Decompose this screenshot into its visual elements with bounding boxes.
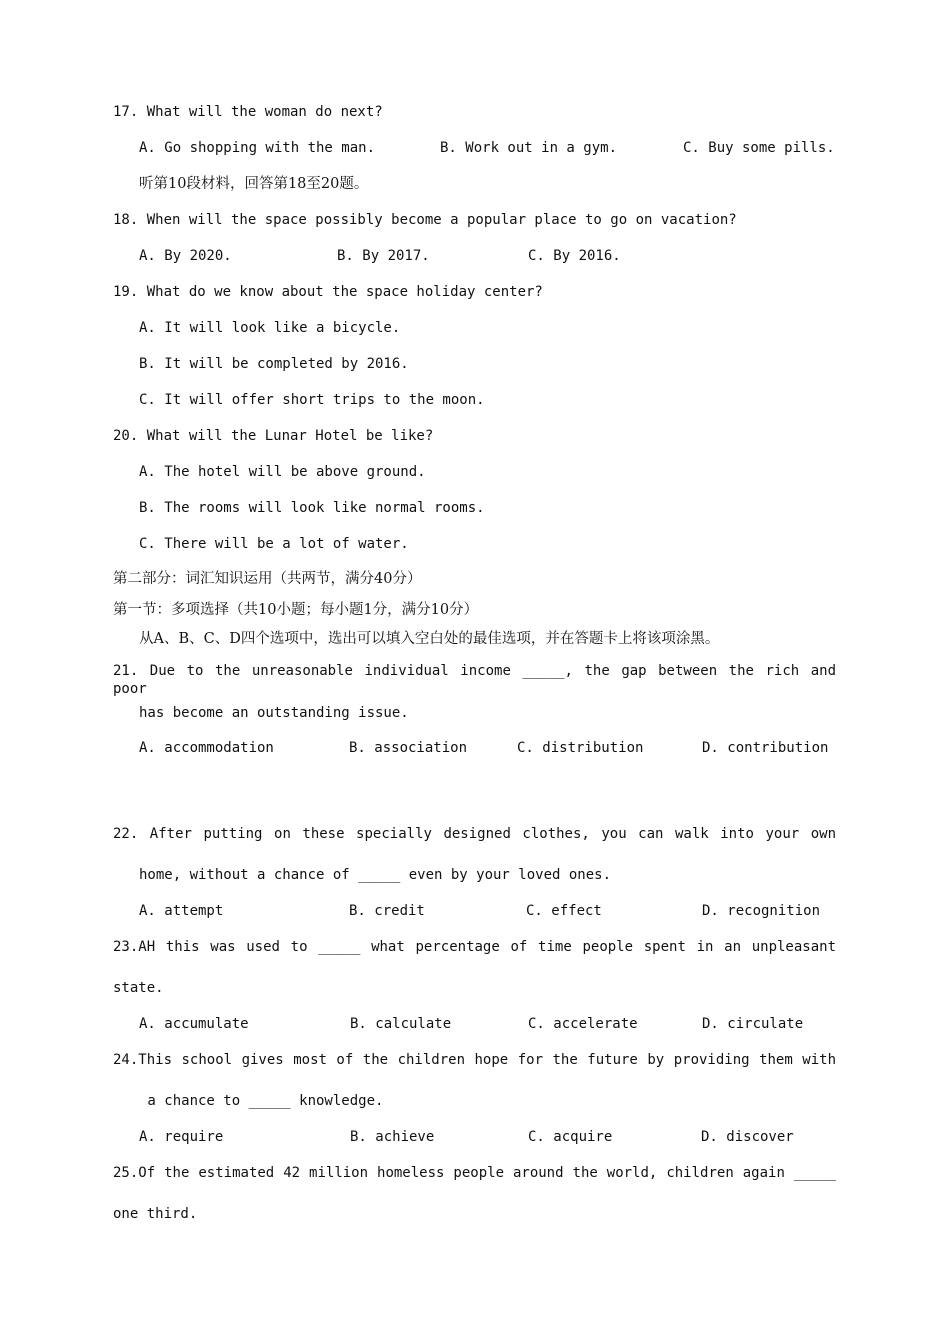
q18-option-c: C. By 2016.	[528, 248, 621, 264]
question-18-stem: 18. When will the space possibly become a popular place to go on vacation?	[113, 212, 737, 228]
question-22-stem-cont: home, without a chance of _____ even by your loved ones.	[139, 867, 612, 883]
q23-option-a: A. accumulate	[139, 1016, 249, 1032]
q22-option-c: C. effect	[526, 903, 602, 919]
q20-option-a: A. The hotel will be above ground.	[139, 464, 426, 480]
question-20-stem: 20. What will the Lunar Hotel be like?	[113, 428, 434, 444]
question-23-stem: 23.AH this was used to _____ what percentage of time people spent in an unpleasant	[113, 939, 836, 955]
q24-option-b: B. achieve	[350, 1129, 435, 1145]
question-24-stem-cont: a chance to _____ knowledge.	[139, 1093, 384, 1109]
q17-option-b: B. Work out in a gym.	[440, 140, 618, 156]
q19-option-a: A. It will look like a bicycle.	[139, 320, 401, 336]
q18-option-b: B. By 2017.	[337, 248, 430, 264]
q22-option-a: A. attempt	[139, 903, 224, 919]
q18-option-a: A. By 2020.	[139, 248, 232, 264]
question-24-stem: 24.This school gives most of the children hope for the future by providing them with	[113, 1052, 836, 1068]
q23-option-d: D. circulate	[702, 1016, 804, 1032]
question-21-stem-cont: has become an outstanding issue.	[139, 705, 409, 721]
q23-option-c: C. accelerate	[528, 1016, 638, 1032]
q24-option-a: A. require	[139, 1129, 224, 1145]
part-2-heading: 第二部分：词汇知识运用（共两节，满分40分）	[113, 571, 422, 587]
section-10-instruction: 听第10段材料，回答第18至20题。	[139, 176, 369, 192]
question-22-stem: 22. After putting on these specially designed clothes, you can walk into your own	[113, 826, 836, 842]
question-21-stem: 21. Due to the unreasonable individual income _____, the gap between the rich and poor	[113, 663, 836, 697]
q17-option-c: C. Buy some pills.	[683, 140, 835, 156]
instructions: 从A、B、C、D四个选项中，选出可以填入空白处的最佳选项，并在答题卡上将该项涂黑。	[139, 631, 720, 647]
q22-option-d: D. recognition	[702, 903, 821, 919]
q23-option-b: B. calculate	[350, 1016, 452, 1032]
q21-option-d: D. contribution	[702, 740, 829, 756]
q21-option-a: A. accommodation	[139, 740, 274, 756]
question-25-stem-cont: one third.	[113, 1206, 198, 1222]
q21-option-b: B. association	[349, 740, 468, 756]
question-19-stem: 19. What do we know about the space holiday center?	[113, 284, 543, 300]
q17-option-a: A. Go shopping with the man.	[139, 140, 376, 156]
q24-option-c: C. acquire	[528, 1129, 613, 1145]
q22-option-b: B. credit	[349, 903, 425, 919]
q20-option-b: B. The rooms will look like normal rooms.	[139, 500, 485, 516]
q19-option-b: B. It will be completed by 2016.	[139, 356, 409, 372]
question-17-stem: 17. What will the woman do next?	[113, 104, 383, 120]
q19-option-c: C. It will offer short trips to the moon.	[139, 392, 485, 408]
q21-option-c: C. distribution	[517, 740, 644, 756]
question-25-stem: 25.Of the estimated 42 million homeless people around the world, children again _____	[113, 1165, 836, 1181]
q24-option-d: D. discover	[701, 1129, 794, 1145]
question-23-stem-cont: state.	[113, 980, 164, 996]
section-1-heading: 第一节：多项选择（共10小题；每小题1分，满分10分）	[113, 602, 479, 618]
q20-option-c: C. There will be a lot of water.	[139, 536, 409, 552]
